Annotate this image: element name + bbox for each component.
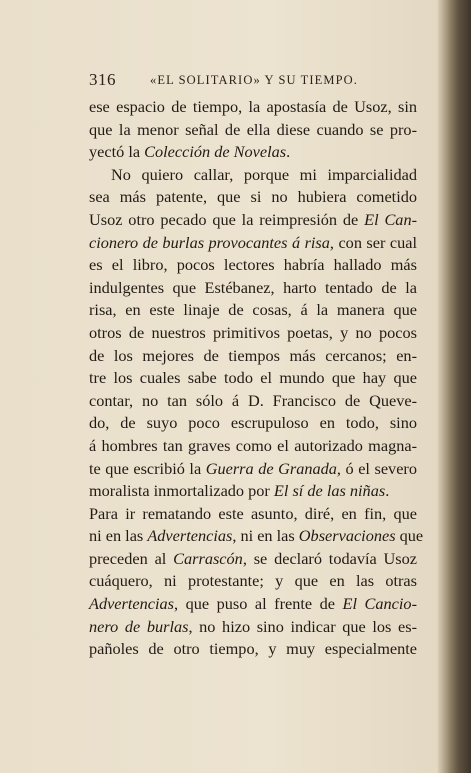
running-title: «EL SOLITARIO» Y SU TIEMPO. <box>150 73 358 87</box>
text-run: ni en las <box>89 526 148 546</box>
text-run: . <box>286 142 291 162</box>
text-run: risa, en este linaje de cosas, á la manera que <box>89 300 417 320</box>
text-line <box>89 345 417 368</box>
text-run: do, de suyo poco escrupuloso en todo, sino <box>89 413 417 433</box>
text-line <box>89 186 417 209</box>
italic-text: Carrascón <box>173 548 243 568</box>
text-run: es el libro, pocos lectores habría hallado más <box>89 255 417 275</box>
text-run: Usoz otro pecado que la reimpresión de <box>89 209 365 229</box>
text-line <box>89 525 424 548</box>
italic-text: El sí de las niñas <box>273 481 386 501</box>
italic-text: nero de burlas <box>89 616 189 636</box>
italic-text: cionero de burlas provocantes á risa <box>89 232 330 252</box>
text-line <box>89 570 417 593</box>
text-run: Para ir rematando este asunto, diré, en fin, que <box>89 503 417 523</box>
text-run: No quiero callar, porque mi imparcialidad <box>111 164 417 184</box>
text-run: á hombres tan graves como el autorizado magna- <box>89 435 417 455</box>
italic-text: El Cancio- <box>342 594 417 614</box>
text-line <box>89 277 417 300</box>
text-line <box>89 390 417 413</box>
text-run: tre los cuales sabe todo el mundo que hay que <box>89 368 417 388</box>
italic-text: Observaciones <box>298 526 396 546</box>
text-line <box>89 548 417 571</box>
italic-text: Advertencias <box>147 526 233 546</box>
text-run: , se declaró todavía Usoz <box>242 548 418 568</box>
text-run: . <box>385 481 390 501</box>
page-number: 316 <box>89 70 116 89</box>
text-line <box>89 164 417 187</box>
text-run: sea más patente, que si no hubiera cometido <box>89 187 417 207</box>
text-run: , ó el severo <box>336 458 417 478</box>
text-run: moralista inmortalizado por <box>89 481 274 501</box>
text-line <box>89 593 417 616</box>
text-line <box>89 367 417 390</box>
body-text <box>89 96 424 661</box>
text-line <box>89 141 417 164</box>
text-line <box>89 638 417 661</box>
text-run: contar, no tan sólo á D. Francisco de Queve- <box>89 390 417 410</box>
text-run: preceden al <box>89 548 174 568</box>
text-line <box>89 209 417 232</box>
text-line <box>89 96 417 119</box>
text-run: que la menor señal de ella diese cuando se pro- <box>89 119 417 139</box>
text-run: otros de nuestros primitivos poetas, y no pocos <box>89 322 417 342</box>
text-run: ese espacio de tiempo, la apostasía de Usoz, sin <box>89 97 417 116</box>
text-line <box>89 412 417 435</box>
book-spine <box>440 0 471 773</box>
text-line <box>89 503 417 526</box>
text-line <box>89 616 417 639</box>
text-run: , que puso al frente de <box>174 594 343 614</box>
text-run: indulgentes que Estébanez, harto tentado de la <box>89 277 417 297</box>
text-line <box>89 232 417 255</box>
text-run: de los mejores de tiempos más cercanos; en- <box>89 345 417 365</box>
text-run: te que escribió la <box>89 458 206 478</box>
italic-text: Colección de Novelas <box>144 142 287 162</box>
text-line <box>89 458 417 481</box>
italic-text: El Can- <box>364 209 418 229</box>
text-run: , no hizo sino indicar que los es- <box>188 616 417 636</box>
text-run: , con ser cual <box>329 232 418 252</box>
text-run: pañoles de otro tiempo, y muy especialmente <box>89 639 417 659</box>
text-line <box>89 299 417 322</box>
text-run: cuáquero, ni protestante; y que en las otras <box>89 571 417 591</box>
text-line <box>89 322 417 345</box>
text-line <box>89 435 417 458</box>
italic-text: Advertencias <box>89 594 174 614</box>
text-run: que <box>395 526 424 546</box>
text-line <box>89 480 417 503</box>
text-run: , ni en las <box>232 526 299 546</box>
page-header <box>89 70 419 94</box>
italic-text: Guerra de Granada <box>205 458 337 478</box>
text-line <box>89 254 417 277</box>
text-line <box>89 119 417 142</box>
text-run: yectó la <box>89 142 145 162</box>
